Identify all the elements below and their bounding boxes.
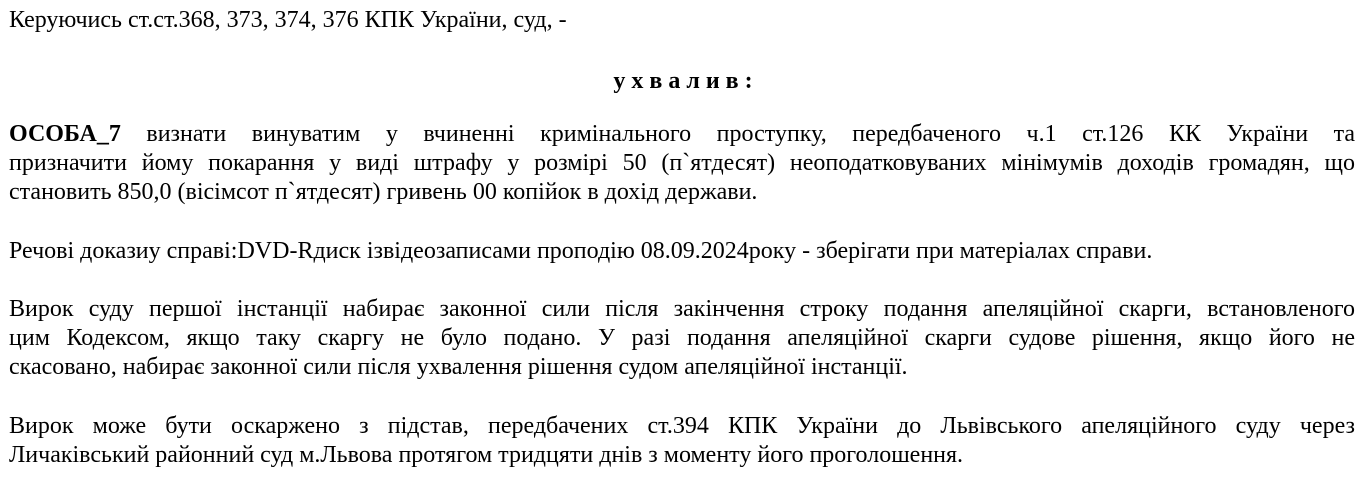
appeal-line-1: Вирок може бути оскаржено з підстав, передбачених ст.394 КПК України до Львівського апеляційного суду через [9, 413, 1355, 439]
intro-text: Керуючись ст.ст.368, 373, 374, 376 КПК України, суд, - [9, 7, 567, 33]
appeal-line-2: Личаківський районний суд м.Львова протягом тридцяти днів з моменту його проголошення. [9, 442, 964, 468]
effect-line-3: скасовано, набирає законної сили після ухвалення рішення судом апеляційної інстанції. [9, 354, 908, 380]
ruling-heading: у х в а л и в : [613, 68, 753, 94]
verdict-line-1-text: визнати винуватим у вчиненні кримінального проступку, передбаченого ч.1 ст.126 КК України та [120, 121, 1355, 147]
effect-paragraph [9, 295, 1355, 382]
verdict-line-1 [9, 120, 1355, 149]
evidence-text: Речові доказиу справі:DVD-Rдиск ізвідеозаписами проподію 08.09.2024року - зберігати при матеріалах справи. [9, 238, 1153, 264]
effect-line-2: цим Кодексом, якщо таку скаргу не було подано. У разі подання апеляційної скарги судове рішення, якщо його не [9, 325, 1355, 351]
effect-line-1: Вирок суду першої інстанції набирає законної сили після закінчення строку подання апеляційної скарги, встановленого [9, 296, 1355, 322]
verdict-line-3: становить 850,0 (вісімсот п`ятдесят) гривень 00 копійок в дохід держави. [9, 179, 758, 205]
appeal-paragraph [9, 412, 1355, 470]
verdict-paragraph [9, 120, 1355, 207]
defendant-name: ОСОБА_7 [9, 121, 121, 147]
verdict-line-2: призначити йому покарання у виді штрафу у розмірі 50 (п`ятдесят) неоподатковуваних мінімумів доходів громадян, що [9, 150, 1355, 176]
